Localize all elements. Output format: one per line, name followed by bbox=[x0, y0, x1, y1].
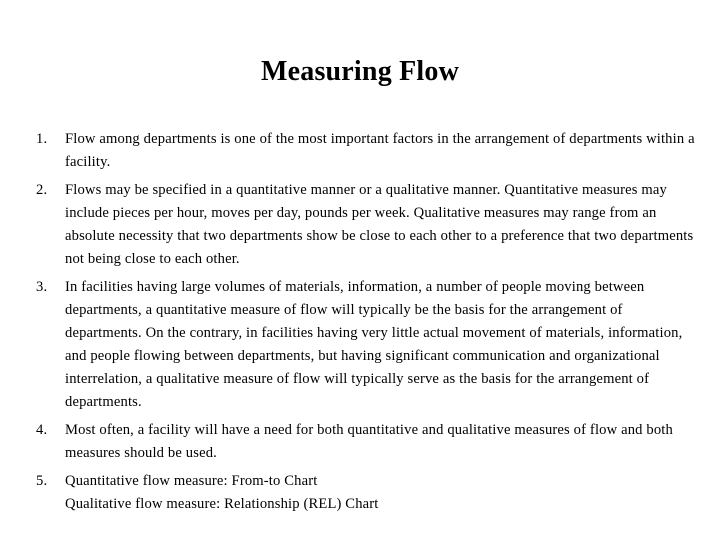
list-item-line-qualitative: Qualitative flow measure: Relationship (REL) Chart bbox=[65, 496, 379, 512]
list-item-text: Most often, a facility will have a need for both quantitative and qualitative measures of flow and both measures should be used. bbox=[65, 422, 673, 461]
list-item-text: Flow among departments is one of the most important factors in the arrangement of departments within a facility. bbox=[65, 131, 695, 170]
list-item-text: In facilities having large volumes of materials, information, a number of people moving between departments, a quantitative measure of flow will typically be the basis for the arrangement of departments. On the contrary, in facilities having very little actual movement of materials, information, and people flowing between departments, but having significant communication and organizational interrelation, a qualitative measure of flow will typically serve as the basis for the arrangement of departments. bbox=[65, 279, 683, 410]
slide-title: Measuring Flow bbox=[260, 56, 459, 87]
list-item-number: 5. bbox=[36, 473, 48, 489]
list-item-line-quantitative: Quantitative flow measure: From-to Chart bbox=[65, 473, 318, 489]
list-item bbox=[36, 470, 696, 516]
list-item-number: 2. bbox=[36, 182, 48, 198]
list-item bbox=[36, 276, 696, 414]
numbered-list bbox=[36, 128, 696, 521]
list-item-text: Flows may be specified in a quantitative manner or a qualitative manner. Quantitative measures may include pieces per hour, moves per day, pounds per week. Qualitative measures may range from an absolute necessity that two departments show be close to each other to a preference that two departments not being close to each other. bbox=[65, 182, 694, 267]
list-item bbox=[36, 179, 696, 271]
list-item-number: 3. bbox=[36, 279, 48, 295]
list-item bbox=[36, 128, 696, 174]
list-item-number: 1. bbox=[36, 131, 48, 147]
list-item bbox=[36, 419, 696, 465]
list-item-number: 4. bbox=[36, 422, 48, 438]
